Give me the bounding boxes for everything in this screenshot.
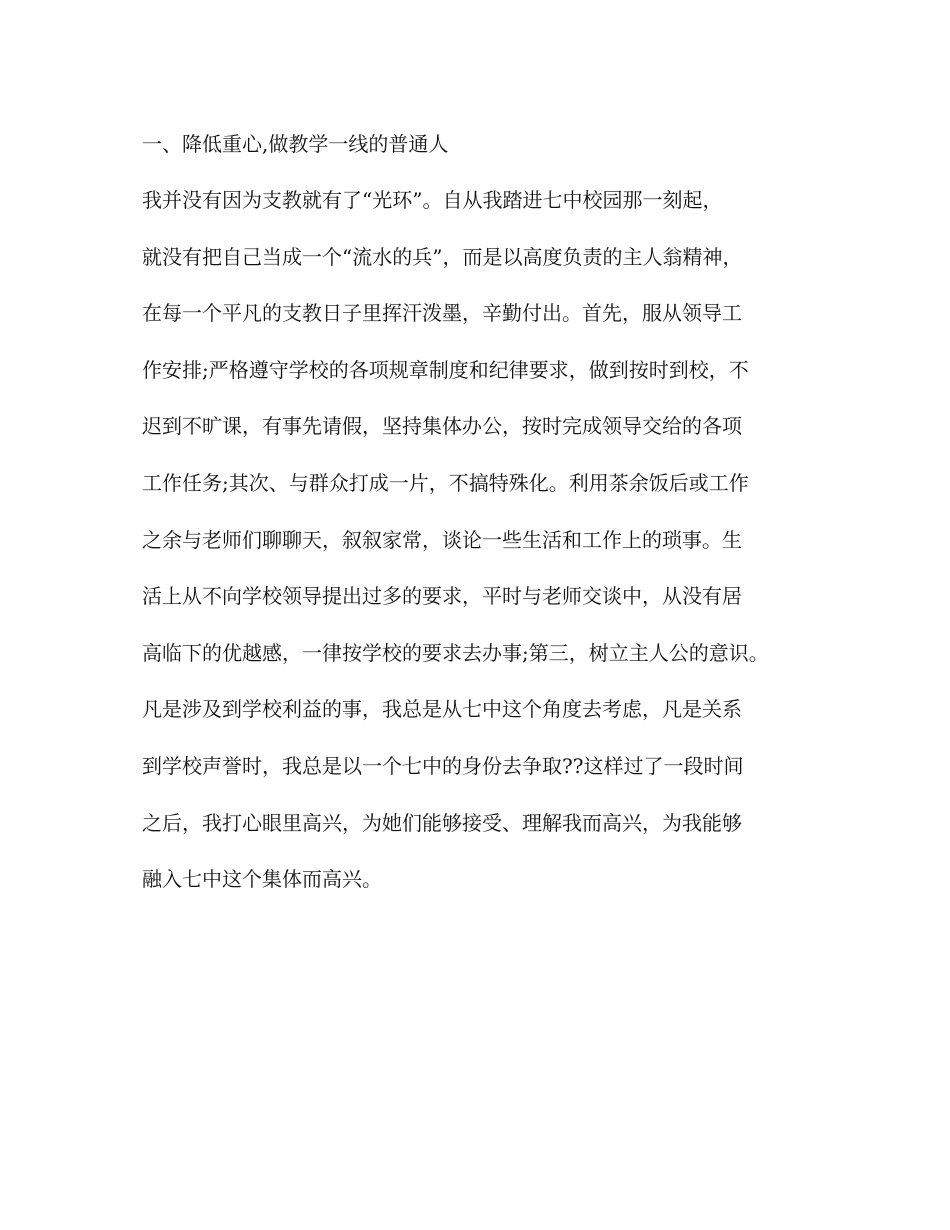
paragraph-line-4: 作安排;严格遵守学校的各项规章制度和纪律要求，做到按时到校，不 bbox=[142, 357, 749, 382]
document-body bbox=[142, 128, 842, 895]
paragraph-line-7: 之余与老师们聊聊天，叙叙家常，谈论一些生活和工作上的琐事。生 bbox=[142, 527, 742, 552]
paragraph-line-13: 融入七中这个集体而高兴。 bbox=[142, 867, 382, 892]
paragraph-line-9: 高临下的优越感，一律按学校的要求去办事;第三，树立主人公的意识。 bbox=[142, 640, 769, 665]
paragraph-line-6: 工作任务;其次、与群众打成一片，不搞特殊化。利用茶余饭后或工作 bbox=[142, 470, 749, 495]
section-heading: 一、降低重心,做教学一线的普通人 bbox=[142, 132, 449, 156]
paragraph-line-3: 在每一个平凡的支教日子里挥汗泼墨，辛勤付出。首先，服从领导工 bbox=[142, 301, 742, 326]
paragraph-line-2: 就没有把自己当成一个“流水的兵”，而是以高度负责的主人翁精神， bbox=[142, 244, 743, 269]
paragraph-line-5: 迟到不旷课，有事先请假，坚持集体办公，按时完成领导交给的各项 bbox=[142, 414, 742, 439]
paragraph-line-10: 凡是涉及到学校利益的事，我总是从七中这个角度去考虑，凡是关系 bbox=[142, 697, 742, 722]
paragraph-line-8: 活上从不向学校领导提出过多的要求，平时与老师交谈中，从没有居 bbox=[142, 584, 742, 609]
paragraph-line-11: 到学校声誉时，我总是以一个七中的身份去争取??这样过了一段时间 bbox=[142, 753, 744, 778]
paragraph-line-12: 之后，我打心眼里高兴，为她们能够接受、理解我而高兴，为我能够 bbox=[142, 810, 742, 835]
paragraph-line-1: 我并没有因为支教就有了“光环”。自从我踏进七中校园那一刻起， bbox=[142, 188, 723, 212]
